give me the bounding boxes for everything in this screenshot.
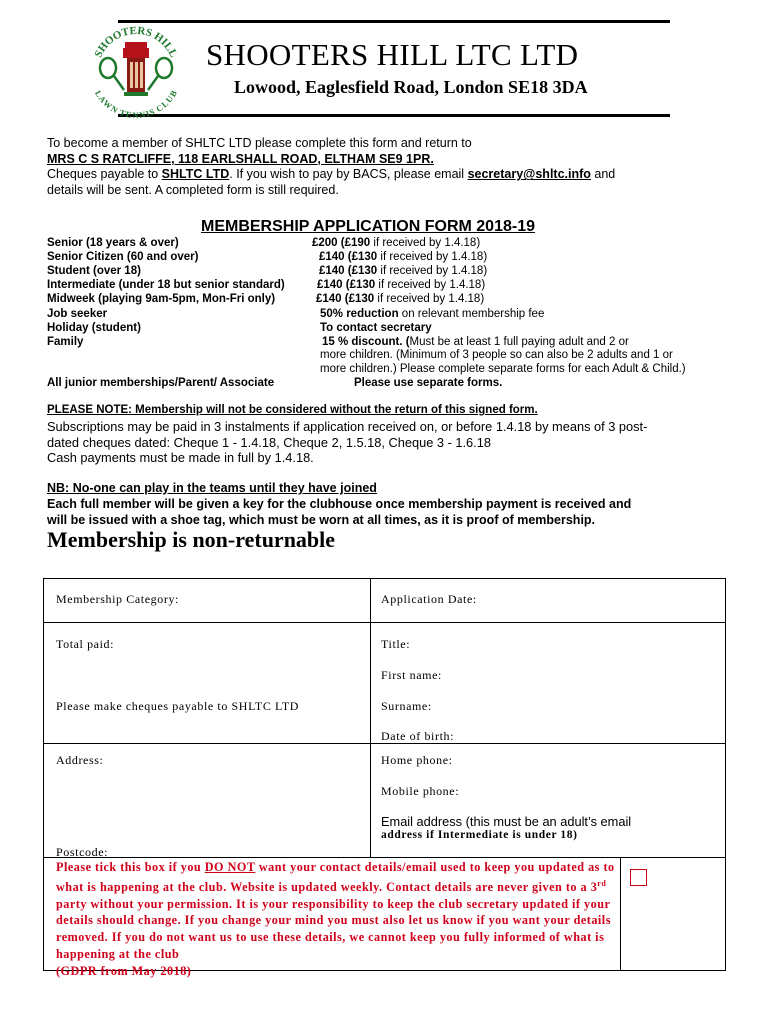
header-top-rule bbox=[118, 20, 670, 23]
family-more-2: more children.) Please complete separate forms for each Adult & Child.) bbox=[320, 363, 686, 375]
rate-value bbox=[312, 237, 480, 249]
rate-value bbox=[317, 279, 485, 291]
club-title: SHOOTERS HILL LTC LTD bbox=[206, 37, 579, 72]
gdpr-part-2: want your contact details/email used to keep you updated as to what is happening at the club. Website is updated weekly. Contact details are never given to a 3 bbox=[56, 860, 615, 894]
instalments-line-2: dated cheques dated: Cheque 1 - 1.4.18, Cheque 2, 1.5.18, Cheque 3 - 1.6.18 bbox=[47, 434, 491, 450]
rate-value bbox=[322, 336, 629, 348]
cheques-payable-note: Please make cheques payable to SHLTC LTD bbox=[56, 699, 300, 713]
postcode-field[interactable]: Postcode: bbox=[56, 845, 109, 859]
nb-block bbox=[47, 480, 631, 528]
nb-teams: NB: No-one can play in the teams until they have joined bbox=[47, 481, 377, 495]
rate-note: on relevant membership fee bbox=[398, 307, 545, 320]
gdpr-do-not: DO NOT bbox=[204, 860, 256, 874]
rate-note: if received by 1.4.18) bbox=[374, 293, 485, 306]
intro-block bbox=[47, 136, 615, 199]
rate-price: £140 (£130 bbox=[319, 265, 378, 278]
rate-note: if received by 1.4.18) bbox=[377, 251, 488, 264]
gdpr-opt-out-checkbox[interactable] bbox=[630, 869, 647, 886]
bacs-suffix: and bbox=[590, 167, 616, 182]
total-paid-field[interactable]: Total paid: bbox=[56, 637, 115, 651]
gdpr-part-3: party without your permission. It is your responsibility to keep the club secretary updated if your details should change. If you change your mind you must also let us know if you want your details removed. If you do not want us to use these details, we cannot keep you fully informed of what is happening at the club bbox=[56, 896, 611, 962]
title-field[interactable]: Title: bbox=[381, 637, 411, 651]
first-name-field[interactable]: First name: bbox=[381, 668, 442, 682]
surname-field[interactable]: Surname: bbox=[381, 699, 432, 713]
rate-value bbox=[316, 293, 484, 305]
membership-category-field[interactable]: Membership Category: bbox=[56, 592, 179, 606]
instalments-block bbox=[47, 419, 647, 466]
return-address: MRS C S RATCLIFFE, 118 EARLSHALL ROAD, ELTHAM SE9 1PR. bbox=[47, 151, 434, 166]
rate-category: Intermediate (under 18 but senior standard) bbox=[47, 279, 285, 292]
key-line-1: Each full member will be given a key for the clubhouse once membership payment is received and bbox=[47, 497, 632, 511]
family-more-1: more children. (Minimum of 3 people so can also be 2 adults and 1 or bbox=[320, 349, 673, 361]
key-line-2: will be issued with a shoe tag, which must be worn at all times, as it is proof of membership. bbox=[47, 513, 596, 527]
rate-price: £140 (£130 bbox=[319, 251, 378, 264]
please-note: PLEASE NOTE: Membership will not be considered without the return of this signed form. bbox=[47, 404, 538, 416]
non-returnable-heading: Membership is non-returnable bbox=[47, 527, 336, 552]
payee-name: SHLTC LTD bbox=[161, 167, 230, 182]
gdpr-sup: rd bbox=[597, 878, 607, 888]
rate-price: £140 (£130 bbox=[316, 293, 375, 306]
table-row-divider-1 bbox=[43, 622, 726, 623]
rate-category: Senior (18 years & over) bbox=[47, 237, 179, 249]
instalments-line-1: Subscriptions may be paid in 3 instalments if application received on, or before 1.4.18 by means of 3 post- bbox=[47, 419, 648, 434]
rate-price: 15 % discount. ( bbox=[322, 335, 410, 348]
gdpr-part-4: (GDPR from May 2018) bbox=[56, 963, 192, 978]
logo-bottom-text: LAWN TENNIS CLUB bbox=[93, 88, 179, 120]
cheques-prefix: Cheques payable to bbox=[47, 167, 162, 182]
intro-line-1: To become a member of SHLTC LTD please complete this form and return to bbox=[47, 136, 472, 150]
home-phone-field[interactable]: Home phone: bbox=[381, 753, 453, 767]
rate-note: Must be at least 1 full paying adult and 2 or bbox=[409, 335, 629, 348]
email-field-note: address if Intermediate is under 18) bbox=[381, 829, 578, 841]
rate-value bbox=[320, 308, 544, 320]
rate-note: if received by 1.4.18) bbox=[370, 237, 481, 249]
junior-label: All junior memberships/Parent/ Associate bbox=[47, 377, 275, 389]
rate-note: if received by 1.4.18) bbox=[375, 279, 486, 292]
rate-price: £200 (£190 bbox=[312, 237, 371, 249]
club-address: Lowood, Eaglesfield Road, London SE18 3DA bbox=[234, 77, 588, 97]
intro-line-3 bbox=[47, 167, 615, 183]
gdpr-part-1: Please tick this box if you bbox=[56, 860, 205, 874]
rate-category: Student (over 18) bbox=[47, 265, 141, 278]
junior-value: Please use separate forms. bbox=[354, 377, 503, 389]
rate-value bbox=[319, 265, 487, 277]
secretary-email-link[interactable]: secretary@shltc.info bbox=[467, 167, 591, 182]
rate-category: Midweek (playing 9am-5pm, Mon-Fri only) bbox=[47, 293, 276, 306]
cash-line: Cash payments must be made in full by 1.4.18. bbox=[47, 450, 314, 465]
club-logo bbox=[84, 20, 188, 120]
address-field[interactable]: Address: bbox=[56, 753, 104, 767]
intro-line-4: details will be sent. A completed form is still required. bbox=[47, 183, 339, 198]
rate-category: Job seeker bbox=[47, 307, 108, 320]
rate-category: Holiday (student) bbox=[47, 321, 141, 334]
application-date-field[interactable]: Application Date: bbox=[381, 592, 477, 606]
tower-icon bbox=[123, 42, 149, 96]
rate-category: Family bbox=[47, 335, 84, 348]
header-bottom-rule bbox=[118, 114, 670, 117]
gdpr-divider bbox=[620, 857, 621, 971]
bacs-text: . If you wish to pay by BACS, please email bbox=[229, 167, 468, 182]
rate-value bbox=[319, 251, 487, 263]
rate-value bbox=[320, 322, 432, 334]
logo-top-text: SHOOTERS HILL bbox=[92, 24, 180, 60]
rate-category: Senior Citizen (60 and over) bbox=[47, 251, 199, 264]
gdpr-text bbox=[56, 859, 616, 980]
rate-note: if received by 1.4.18) bbox=[377, 265, 488, 278]
date-of-birth-field[interactable]: Date of birth: bbox=[381, 729, 455, 743]
email-field[interactable]: Email address (this must be an adult’s email bbox=[381, 814, 632, 829]
mobile-phone-field[interactable]: Mobile phone: bbox=[381, 784, 460, 798]
rate-price: To contact secretary bbox=[320, 321, 432, 334]
rate-price: £140 (£130 bbox=[317, 279, 376, 292]
rate-price: 50% reduction bbox=[320, 307, 399, 320]
form-title: MEMBERSHIP APPLICATION FORM 2018-19 bbox=[201, 218, 535, 235]
table-vertical-divider bbox=[370, 578, 371, 858]
